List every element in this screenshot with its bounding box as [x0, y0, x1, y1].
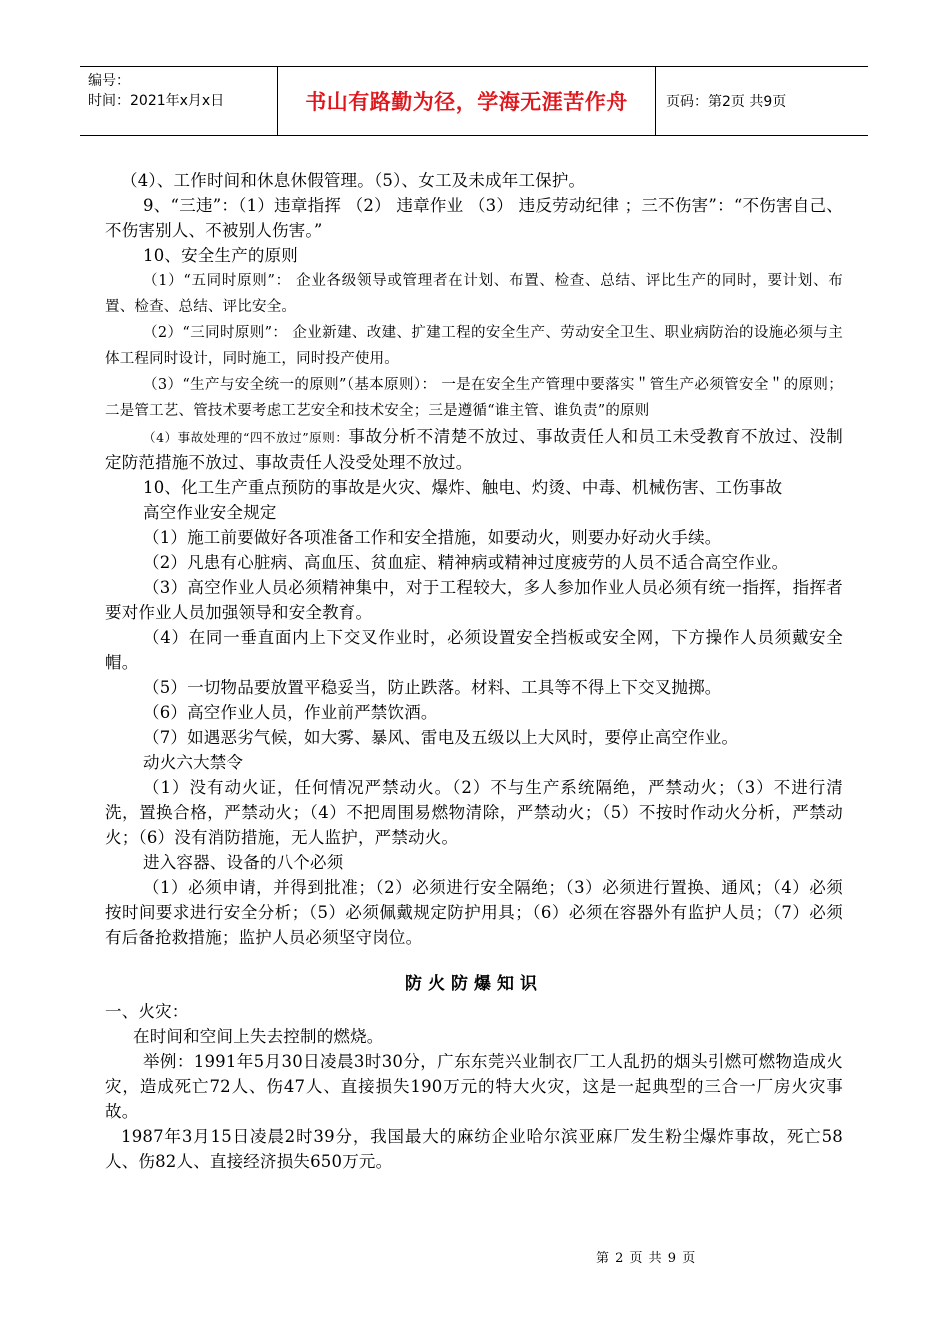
paragraph: （1）“五同时原则”： 企业各级领导或管理者在计划、布置、检查、总结、评比生产的同时，要计划、布置、检查、总结、评比安全。	[105, 273, 843, 315]
section-title: 防火防爆知识	[405, 974, 543, 994]
page-footer: 第 2 页 共 9 页	[596, 1251, 697, 1266]
paragraph-lead: （4）事故处理的“四不放过”原则：	[143, 430, 349, 445]
paragraph: （1）施工前要做好各项准备工作和安全措施，如要动火，则要办好动火手续。	[143, 528, 722, 547]
paragraph: 1987年3月15日凌晨2时39分，我国最大的麻纺企业哈尔滨亚麻厂发生粉尘爆炸事故，死亡58人、伤82人、直接经济损失650万元。	[105, 1127, 843, 1171]
paragraph: 在时间和空间上失去控制的燃烧。	[133, 1027, 384, 1046]
paragraph-body: 事故分析不清楚不放过、事故责任人和员工未受教育不放过、没制定防范措施不放过、事故责任人没受处理不放过。	[105, 427, 843, 472]
paragraph: （3）“生产与安全统一的原则”（基本原则）： 一是在安全生产管理中要落实＂管生产必须管安全＂的原则；二是管工艺、管技术要考虑工艺安全和技术安全；三是遵循“谁主管、谁负责”的原则	[105, 377, 843, 419]
document-body	[105, 168, 843, 1174]
paragraph: （4）在同一垂直面内上下交叉作业时，必须设置安全挡板或安全网，下方操作人员须戴安全帽。	[105, 628, 843, 672]
header-meta-cell	[80, 67, 278, 135]
paragraph: （7）如遇恶劣气候，如大雾、暴风、雷电及五级以上大风时，要停止高空作业。	[143, 728, 739, 747]
paragraph	[105, 424, 843, 475]
header-page-label: 页码：第2页 共9页	[666, 94, 787, 110]
paragraph: （2）“三同时原则”： 企业新建、改建、扩建工程的安全生产、劳动安全卫生、职业病防治的设施必须与主体工程同时设计，同时施工，同时投产使用。	[105, 325, 843, 367]
header-table	[80, 66, 868, 136]
document-number-label: 编号：	[88, 73, 130, 89]
paragraph: （4）、工作时间和休息休假管理。（5）、女工及未成年工保护。	[121, 171, 586, 190]
subheading: 进入容器、设备的八个必须	[143, 853, 344, 872]
document-date-label: 时间：2021年x月x日	[88, 93, 225, 109]
paragraph: （2）凡患有心脏病、高血压、贫血症、精神病或精神过度疲劳的人员不适合高空作业。	[143, 553, 789, 572]
paragraph: （6）高空作业人员，作业前严禁饮酒。	[143, 703, 438, 722]
header-page-cell	[656, 67, 868, 135]
paragraph: 9、“三违”：（1）违章指挥 （2） 违章作业 （3） 违反劳动纪律 ；三不伤害”：“不伤害自己、不伤害别人、不被别人伤害。”	[105, 196, 843, 240]
paragraph: 举例：1991年5月30日凌晨3时30分，广东东莞兴业制衣厂工人乱扔的烟头引燃可燃物造成火灾，造成死亡72人、伤47人、直接损失190万元的特大火灾，这是一起典型的三合一厂房火灾事故。	[105, 1052, 843, 1121]
paragraph: （1）没有动火证，任何情况严禁动火。（2）不与生产系统隔绝，严禁动火；（3）不进行清洗，置换合格，严禁动火；（4）不把周围易燃物清除，严禁动火；（5）不按时作动火分析，严禁动火；（6）没有消防措施，无人监护，严禁动火。	[105, 778, 843, 847]
subheading: 动火六大禁令	[143, 753, 244, 772]
paragraph: （5）一切物品要放置平稳妥当，防止跌落。材料、工具等不得上下交叉抛掷。	[143, 678, 722, 697]
paragraph: 10、安全生产的原则	[143, 246, 298, 265]
paragraph: （1）必须申请，并得到批准；（2）必须进行安全隔绝；（3）必须进行置换、通风；（4）必须按时间要求进行安全分析；（5）必须佩戴规定防护用具；（6）必须在容器外有监护人员；（7）必须有后备抢救措施；监护人员必须坚守岗位。	[105, 878, 843, 947]
header-motto: 书山有路勤为径，学海无涯苦作舟	[305, 90, 628, 114]
section-heading: 一、火灾：	[105, 1002, 189, 1021]
header-motto-cell	[278, 67, 656, 135]
paragraph: （3）高空作业人员必须精神集中，对于工程较大，多人参加作业人员必须有统一指挥，指挥者要对作业人员加强领导和安全教育。	[105, 578, 843, 622]
subheading: 高空作业安全规定	[143, 503, 277, 522]
paragraph: 10、化工生产重点预防的事故是火灾、爆炸、触电、灼烫、中毒、机械伤害、工伤事故	[143, 478, 783, 497]
